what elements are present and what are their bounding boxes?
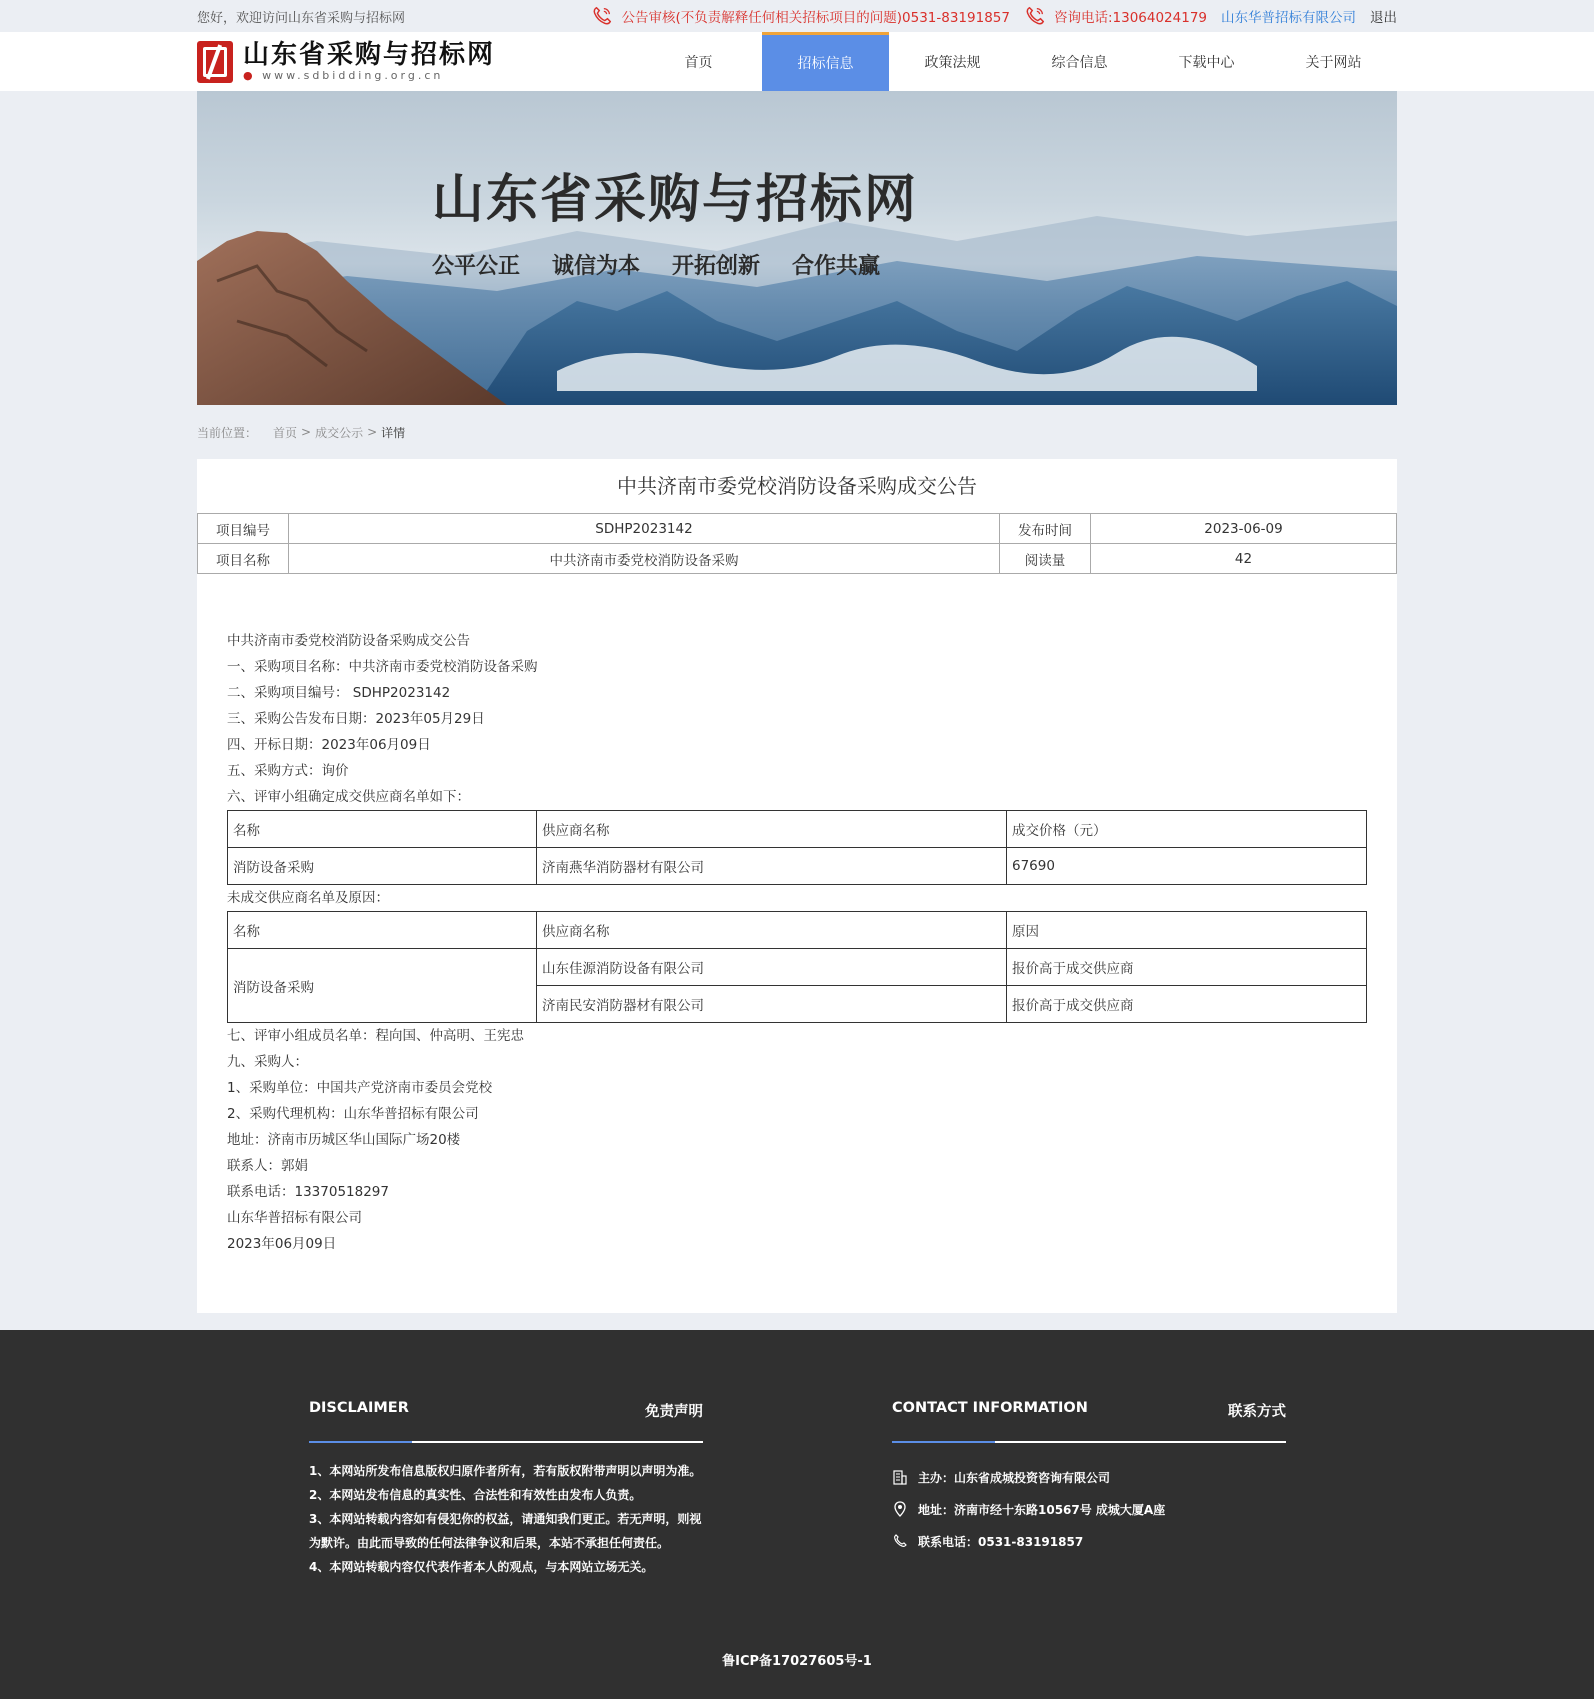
- logout-link[interactable]: 退出: [1370, 10, 1397, 26]
- mountain-landscape-image: [197, 91, 1397, 405]
- body-line: 二、采购项目编号： SDHP2023142: [227, 685, 451, 701]
- building-icon: [892, 1469, 908, 1485]
- banner-slogans: [432, 249, 880, 280]
- project-name: 中共济南市委党校消防设备采购: [289, 544, 1000, 574]
- table-cell: 济南燕华消防器材有限公司: [537, 848, 1007, 885]
- nav-about[interactable]: 关于网站: [1305, 54, 1362, 71]
- consult-phone: 咨询电话:13064024179: [1053, 10, 1207, 26]
- article-panel: [197, 459, 1397, 1313]
- footer: [0, 1330, 1594, 1699]
- header: [0, 32, 1594, 91]
- host-text: 主办：山东省成城投资咨询有限公司: [918, 1470, 1111, 1485]
- disclaimer-section: [309, 1400, 703, 1579]
- table-header: 名称: [228, 912, 537, 949]
- contact-section: [892, 1400, 1286, 1557]
- table-header: 供应商名称: [537, 811, 1007, 848]
- body-line: 2023年06月09日: [227, 1236, 337, 1252]
- breadcrumb-lead: 当前位置：: [197, 425, 258, 440]
- table-cell: 消防设备采购: [228, 848, 537, 885]
- body-line: 三、采购公告发布日期：2023年05月29日: [227, 711, 485, 727]
- breadcrumb-home-link[interactable]: 首页: [273, 425, 298, 440]
- body-line: 未成交供应商名单及原因：: [227, 890, 389, 906]
- table-cell: 报价高于成交供应商: [1007, 949, 1367, 986]
- winning-supplier-table: [227, 810, 1367, 885]
- body-line: 四、开标日期：2023年06月09日: [227, 737, 431, 753]
- location-pin-icon: [892, 1501, 908, 1517]
- losing-supplier-table: [227, 911, 1367, 1023]
- address-text: 地址：济南市经十东路10567号 成城大厦A座: [918, 1502, 1166, 1517]
- table-cell: 报价高于成交供应商: [1007, 986, 1367, 1023]
- phone-icon: [1024, 5, 1046, 27]
- main-nav: [635, 32, 1397, 91]
- disclaimer-heading-en: DISCLAIMER: [309, 1400, 409, 1416]
- article-body: [197, 574, 1397, 1257]
- nav-general-info[interactable]: 综合信息: [1051, 54, 1108, 71]
- contact-heading-en: CONTACT INFORMATION: [892, 1400, 1088, 1416]
- body-line: 地址：济南市历城区华山国际广场20楼: [227, 1132, 461, 1148]
- slogan: 合作共赢: [792, 253, 881, 279]
- breadcrumb-section-link[interactable]: 成交公示: [315, 425, 364, 440]
- nav-download[interactable]: 下载中心: [1178, 54, 1235, 71]
- slogan: 公平公正: [432, 253, 521, 279]
- breadcrumb: 当前位置： 首页 > 成交公示 > 详情: [197, 425, 406, 440]
- table-header: 原因: [1007, 912, 1367, 949]
- body-line: 七、评审小组成员名单：程向国、仲高明、王宪忠: [227, 1028, 524, 1044]
- user-company-link[interactable]: 山东华普招标有限公司: [1221, 10, 1356, 26]
- disclaimer-item: 3、本网站转载内容如有侵犯你的权益，请通知我们更正。若无声明，则视为默许。由此而导致的任何法律争议和后果，本站不承担任何责任。: [309, 1512, 702, 1550]
- article-title: 中共济南市委党校消防设备采购成交公告: [617, 474, 977, 498]
- nav-bidding-info[interactable]: 招标信息: [762, 32, 889, 91]
- body-line: 联系电话：13370518297: [227, 1184, 389, 1200]
- table-header: 供应商名称: [537, 912, 1007, 949]
- icp-license[interactable]: 鲁ICP备17027605号-1: [722, 1654, 872, 1669]
- table-cell: 67690: [1007, 848, 1367, 885]
- disclaimer-item: 1、本网站所发布信息版权归原作者所有，若有版权附带声明以声明为准。: [309, 1464, 702, 1478]
- site-logo[interactable]: [197, 41, 495, 83]
- breadcrumb-current: 详情: [381, 425, 406, 440]
- notice-text: 公告审核(不负责解释任何相关招标项目的问题)0531-83191857: [621, 10, 1010, 26]
- logo-name: 山东省采购与招标网: [243, 40, 496, 70]
- body-line: 一、采购项目名称：中共济南市委党校消防设备采购: [227, 659, 538, 675]
- disclaimer-item: 4、本网站转载内容仅代表作者本人的观点，与本网站立场无关。: [309, 1560, 654, 1574]
- table-cell: 消防设备采购: [228, 949, 537, 1023]
- table-header: 成交价格（元）: [1007, 811, 1367, 848]
- body-line: 2、采购代理机构：山东华普招标有限公司: [227, 1106, 479, 1122]
- phone-text: 联系电话：0531-83191857: [918, 1534, 1084, 1549]
- read-count: 42: [1091, 544, 1397, 574]
- welcome-text: 您好，欢迎访问山东省采购与招标网: [197, 10, 406, 26]
- body-line: 中共济南市委党校消防设备采购成交公告: [227, 633, 470, 649]
- phone-icon: [591, 5, 613, 27]
- body-line: 九、采购人：: [227, 1054, 308, 1070]
- table-row: [228, 848, 1367, 885]
- banner-title: 山东省采购与招标网: [432, 169, 919, 230]
- logo-url: ● www.sdbidding.org.cn: [243, 69, 444, 82]
- slogan: 诚信为本: [552, 253, 641, 279]
- table-header: 名称: [228, 811, 537, 848]
- publish-date: 2023-06-09: [1091, 514, 1397, 544]
- meta-label: 项目编号: [198, 514, 289, 544]
- meta-label: 项目名称: [198, 544, 289, 574]
- contact-heading-cn: 联系方式: [1228, 1404, 1286, 1420]
- article-meta-table: [197, 513, 1397, 574]
- slogan: 开拓创新: [672, 253, 761, 279]
- top-bar: [0, 0, 1594, 32]
- body-line: 五、采购方式：询价: [227, 763, 349, 779]
- logo-seal-icon: [197, 41, 233, 83]
- project-code: SDHP2023142: [289, 514, 1000, 544]
- phone-icon: [892, 1533, 908, 1549]
- body-line: 1、采购单位：中国共产党济南市委员会党校: [227, 1080, 493, 1096]
- table-row: [228, 949, 1367, 986]
- body-line: 山东华普招标有限公司: [227, 1210, 362, 1226]
- banner: [197, 91, 1397, 405]
- body-line: 联系人：郭娟: [227, 1158, 308, 1174]
- table-cell: 山东佳源消防设备有限公司: [537, 949, 1007, 986]
- disclaimer-heading-cn: 免责声明: [645, 1404, 703, 1420]
- nav-policy[interactable]: 政策法规: [924, 54, 981, 71]
- body-line: 六、评审小组确定成交供应商名单如下：: [227, 789, 470, 805]
- meta-label: 发布时间: [1000, 514, 1091, 544]
- disclaimer-item: 2、本网站发布信息的真实性、合法性和有效性由发布人负责。: [309, 1488, 642, 1502]
- table-cell: 济南民安消防器材有限公司: [537, 986, 1007, 1023]
- nav-home[interactable]: 首页: [684, 54, 713, 71]
- meta-label: 阅读量: [1000, 544, 1091, 574]
